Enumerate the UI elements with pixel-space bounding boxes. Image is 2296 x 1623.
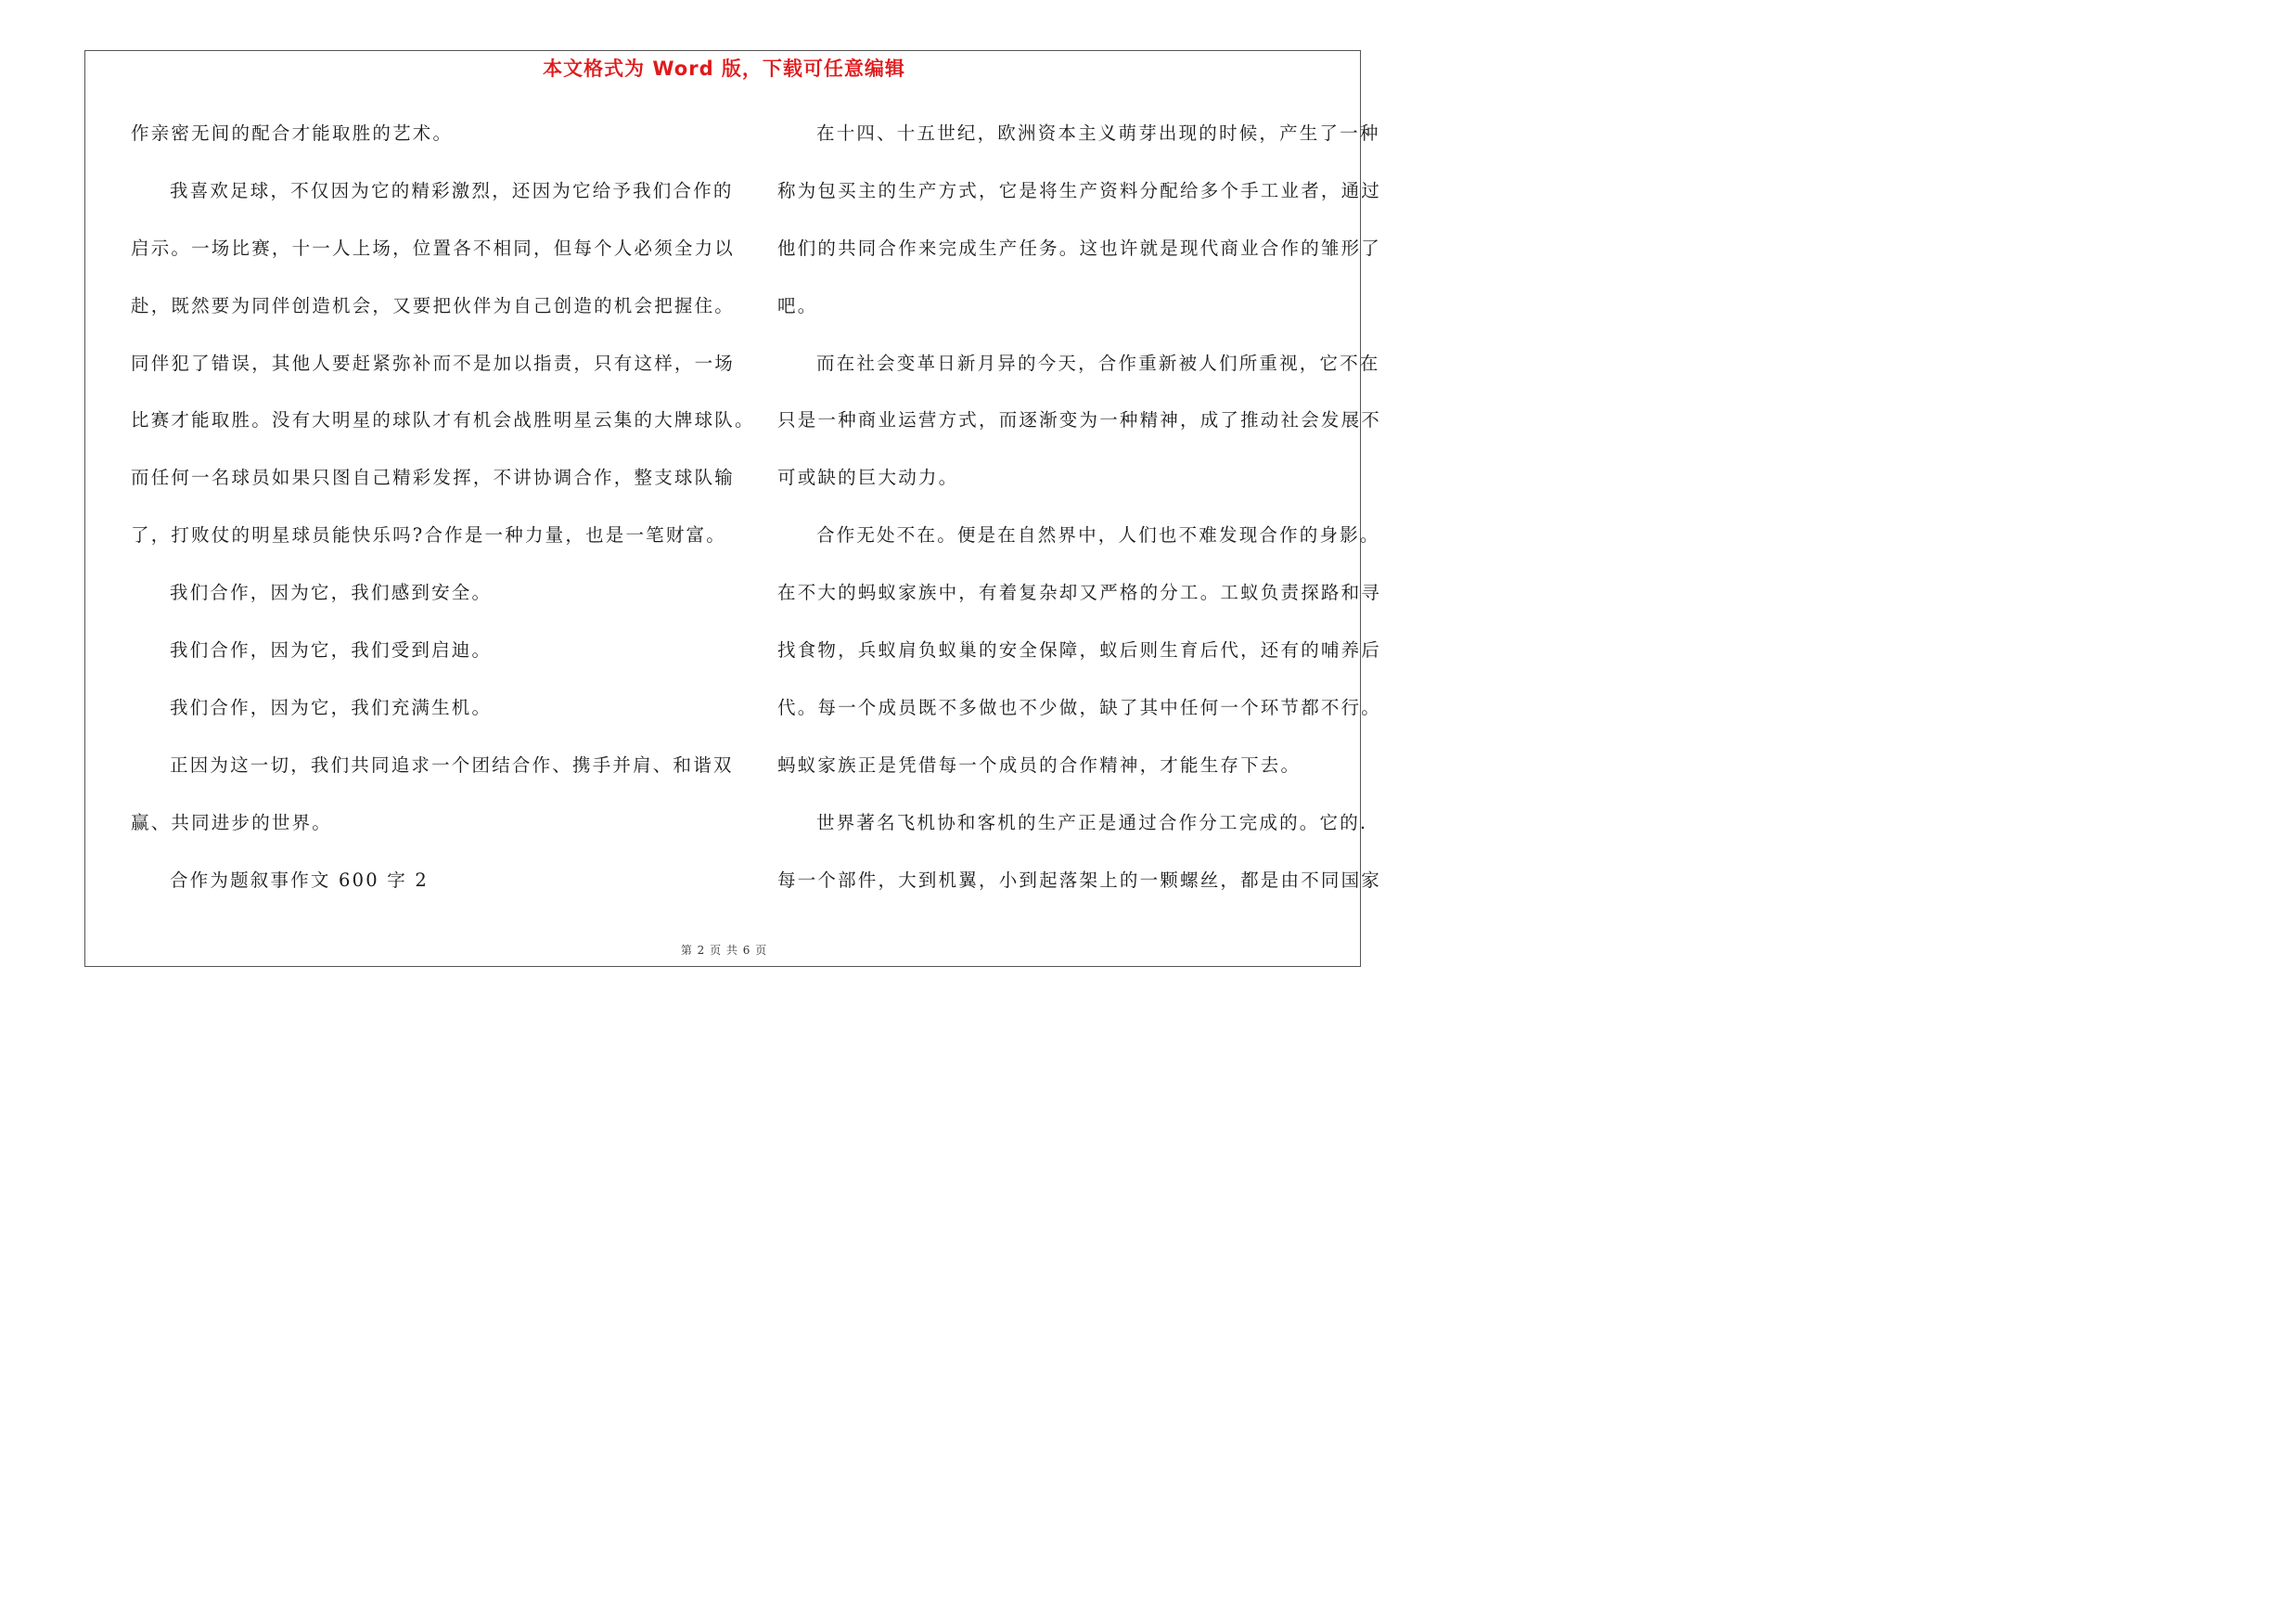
text-line: 代。每一个成员既不多做也不少做，缺了其中任何一个环节都不行。: [777, 696, 1382, 718]
text-line: 每一个部件，大到机翼，小到起落架上的一颗螺丝，都是由不同国家: [777, 869, 1382, 891]
text-line: 比赛才能取胜。没有大明星的球队才有机会战胜明星云集的大牌球队。: [131, 409, 755, 432]
text-line: 合作无处不在。便是在自然界中，人们也不难发现合作的身影。: [816, 524, 1380, 547]
page-number-footer: 第 2 页 共 6 页: [680, 944, 768, 957]
text-line: 吧。: [777, 294, 818, 316]
format-banner: 本文格式为 Word 版，下载可任意编辑: [543, 58, 905, 80]
text-line: 他们的共同合作来完成生产任务。这也许就是现代商业合作的雏形了: [777, 237, 1382, 259]
text-line: 我们合作，因为它，我们受到启迪。: [170, 639, 493, 662]
text-line: 赢、共同进步的世界。: [131, 811, 333, 833]
text-line: 合作为题叙事作文 600 字 2: [170, 869, 429, 891]
text-line: 只是一种商业运营方式，而逐渐变为一种精神，成了推动社会发展不: [777, 409, 1382, 432]
text-line: 了，打败仗的明星球员能快乐吗?合作是一种力量，也是一笔财富。: [131, 524, 726, 547]
text-line: 我们合作，因为它，我们感到安全。: [170, 582, 493, 604]
text-line: 作亲密无间的配合才能取胜的艺术。: [131, 122, 454, 144]
text-line: 启示。一场比赛，十一人上场，位置各不相同，但每个人必须全力以: [131, 237, 736, 259]
text-line: 可或缺的巨大动力。: [777, 467, 959, 489]
text-line: 我喜欢足球，不仅因为它的精彩激烈，还因为它给予我们合作的: [170, 179, 734, 201]
text-line: 在十四、十五世纪，欧洲资本主义萌芽出现的时候，产生了一种: [816, 122, 1380, 144]
text-line: 世界著名飞机协和客机的生产正是通过合作分工完成的。它的.: [816, 811, 1368, 833]
right-text-column: [777, 111, 1382, 915]
text-line: 称为包买主的生产方式，它是将生产资料分配给多个手工业者，通过: [777, 179, 1382, 201]
text-line: 正因为这一切，我们共同追求一个团结合作、携手并肩、和谐双: [170, 754, 734, 776]
text-line: 找食物，兵蚁肩负蚁巢的安全保障，蚁后则生育后代，还有的哺养后: [777, 639, 1382, 662]
text-line: 我们合作，因为它，我们充满生机。: [170, 696, 493, 718]
text-line: 而在社会变革日新月异的今天，合作重新被人们所重视，它不在: [816, 352, 1380, 374]
text-line: 赴，既然要为同伴创造机会，又要把伙伴为自己创造的机会把握住。: [131, 294, 736, 316]
text-line: 而任何一名球员如果只图自己精彩发挥，不讲协调合作，整支球队输: [131, 467, 736, 489]
text-line: 同伴犯了错误，其他人要赶紧弥补而不是加以指责，只有这样，一场: [131, 352, 736, 374]
text-line: 在不大的蚂蚁家族中，有着复杂却又严格的分工。工蚁负责探路和寻: [777, 582, 1382, 604]
left-text-column: [131, 111, 755, 915]
text-line: 蚂蚁家族正是凭借每一个成员的合作精神，才能生存下去。: [777, 754, 1302, 776]
